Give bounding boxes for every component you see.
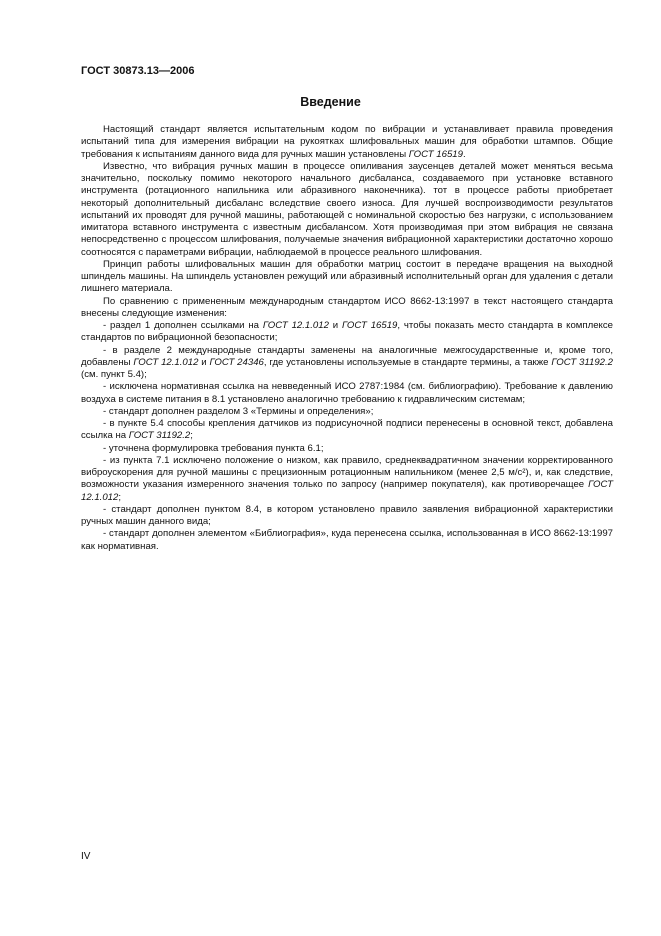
standard-reference: ГОСТ 31192.2 <box>551 356 613 368</box>
text-run: - стандарт дополнен пунктом 8.4, в котором установлено правило заявления вибрационной характеристики ручных машин данного вида; <box>81 503 613 527</box>
text-run: - стандарт дополнен элементом «Библиография», куда перенесена ссылка, использованная в ИСО 8662-13:1997 как нормативная. <box>81 528 613 552</box>
body-paragraph <box>81 443 613 455</box>
standard-reference: ГОСТ 16519 <box>408 148 463 160</box>
document-body <box>81 124 613 553</box>
standard-reference: ГОСТ 31192.2 <box>128 430 191 442</box>
standard-reference: ГОСТ 16519 <box>342 320 398 331</box>
text-run: , где установлены используемые в стандарте термины, а также <box>263 356 552 368</box>
section-title: Введение <box>300 95 361 109</box>
document-header: ГОСТ 30873.13—2006 <box>81 65 195 77</box>
body-paragraph <box>81 124 613 161</box>
body-paragraph <box>81 259 613 296</box>
standard-reference: ГОСТ 12.1.012 <box>262 320 329 331</box>
text-run: (см. пункт 5.4); <box>81 369 147 380</box>
text-run: - раздел 1 дополнен ссылками на <box>103 320 263 331</box>
body-paragraph <box>81 345 613 382</box>
body-paragraph <box>81 296 613 321</box>
body-paragraph <box>81 381 613 406</box>
body-paragraph <box>81 528 613 553</box>
text-run: - в разделе 2 международные стандарты заменены на аналогичные межгосударственные и, кроме того, добавлены <box>81 344 613 368</box>
standard-reference: ГОСТ 12.1.012 <box>81 479 613 503</box>
text-run: Принцип работы шлифовальных машин для обработки матриц состоит в передаче вращения на выходной шпиндель машины. На шпиндель установлен режущий или абразивный исполнительный орган для удаления с детали лишнего материала. <box>81 258 613 295</box>
text-run: - уточнена формулировка требования пункта 6.1; <box>103 442 324 454</box>
text-run: - стандарт дополнен разделом 3 «Термины и определения»; <box>103 405 374 417</box>
text-run: и <box>328 320 343 331</box>
text-run: . <box>462 148 466 160</box>
body-paragraph <box>81 418 613 443</box>
text-run: ; <box>190 430 193 442</box>
body-paragraph <box>81 406 613 418</box>
text-run: - исключена нормативная ссылка на невведенный ИСО 2787:1984 (см. библиографию). Требование к давлению воздуха в системе питания в 8.1 установлено аналогично требованию к гидравлическим системам; <box>81 381 613 405</box>
body-paragraph <box>81 455 613 504</box>
text-run: , чтобы показать место стандарта в комплексе стандартов по вибрационной безопасности; <box>81 320 613 344</box>
standard-reference: ГОСТ 12.1.012 <box>133 356 199 368</box>
text-run: Известно, что вибрация ручных машин в процессе опиливания заусенцев деталей может меняться весьма значительно, поскольку помимо некоторого начального дисбаланса, создаваемого при установке вставного инструмента (ротационного напильника или абразивного наконечника). тот в процессе работы приобретает некоторый дополнительный дисбаланс вследствие своего износа. Для лучшей воспроизводимости результатов испытаний их проводят для ручной машины, работающей с номинальной скоростью без нагрузки, с использованием имитатора вставного инструмента с известным дисбалансом. Хотя производимая при этом вибрация не связана непосредственно с процессом шлифования, получаемые значения вибрационной характеристики достаточно хорошо соотносятся с параметрами вибрации, наблюдаемой в процессе реального шлифования. <box>81 160 613 258</box>
body-paragraph <box>81 320 613 345</box>
text-run: - из пункта 7.1 исключено положение о низком, как правило, среднеквадратичном значении корректированного виброускорения для ручной машины с прецизионным ротационным напильником (менее 2,5 м/с²), и, как следствие, возможности указания измеренного значения только по запросу (например покупателя), как противоречащее <box>81 454 613 491</box>
text-run: Настоящий стандарт является испытательным кодом по вибрации и устанавливает правила проведения испытаний типа для измерения вибрации на рукоятках шлифовальных машин для обработки штампов. Общие требования к испытаниям данного вида для ручных машин установлены <box>81 124 613 160</box>
text-run: - в пункте 5.4 способы крепления датчиков из подрисуночной подписи перенесены в основной текст, добавлена ссылка на <box>81 418 613 442</box>
body-paragraph <box>81 504 613 529</box>
page-number: IV <box>81 851 91 862</box>
text-run: По сравнению с примененным международным стандартом ИСО 8662-13:1997 в текст настоящего стандарта внесены следующие изменения: <box>81 295 613 319</box>
standard-reference: ГОСТ 24346 <box>209 356 264 368</box>
text-run: и <box>198 356 210 368</box>
body-paragraph <box>81 161 613 259</box>
text-run: ; <box>118 491 122 503</box>
